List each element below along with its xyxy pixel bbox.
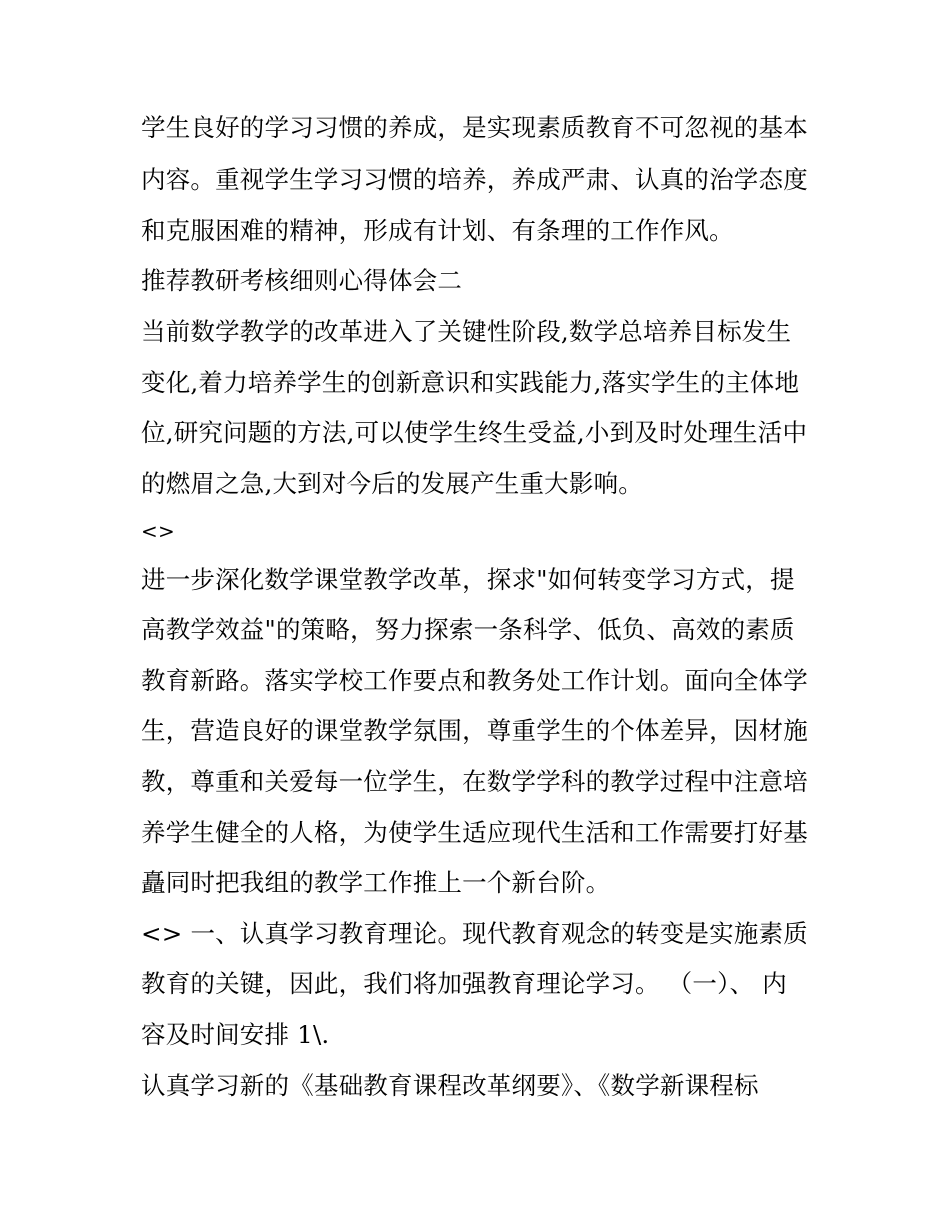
text-line: 教，尊重和关爱每一位学生，在数学学科的教学过程中注意培 (141, 767, 808, 796)
section-heading: 推荐教研考核细则心得体会二 (141, 266, 463, 295)
text-line: 教育新路。落实学校工作要点和教务处工作计划。面向全体学 (141, 666, 808, 695)
text-line: 矗同时把我组的教学工作推上一个新台阶。 (141, 868, 611, 897)
text-line: 学生良好的学习习惯的养成，是实现素质教育不可忽视的基本 (141, 113, 808, 142)
text-line: 进一步深化数学课堂教学改革，探求"如何转变学习方式，提 (141, 565, 795, 594)
text-line: <> 一、认真学习教育理论。现代教育观念的转变是实施素质 (141, 919, 808, 948)
text-line: 和克服困难的精神，形成有计划、有条理的工作作风。 (141, 216, 734, 245)
text-line: 认真学习新的《基础教育课程改革纲要》、《数学新课程标 (141, 1071, 759, 1100)
text-line: 位,研究问题的方法,可以使学生终生受益,小到及时处理生活中 (141, 418, 808, 447)
text-line: 生，营造良好的课堂教学氛围，尊重学生的个体差异，因材施 (141, 716, 808, 745)
text-line: 当前数学教学的改革进入了关键性阶段,数学总培养目标发生 (141, 317, 792, 346)
text-line: 变化,着力培养学生的创新意识和实践能力,落实学生的主体地 (141, 368, 800, 397)
text-line: 教育的关键，因此，我们将加强教育理论学习。 （一）、 内 (141, 969, 787, 998)
text-line: 高教学效益"的策略，努力探索一条科学、低负、高效的素质 (141, 615, 795, 644)
text-line: 的燃眉之急,大到对今后的发展产生重大影响。 (141, 469, 643, 498)
text-line: <> (141, 519, 175, 543)
text-line: 容及时间安排 1\. (141, 1020, 330, 1049)
text-line: 内容。重视学生学习习惯的培养，养成严肃、认真的治学态度 (141, 165, 808, 194)
text-line: 养学生健全的人格，为使学生适应现代生活和工作需要打好基 (141, 818, 808, 847)
